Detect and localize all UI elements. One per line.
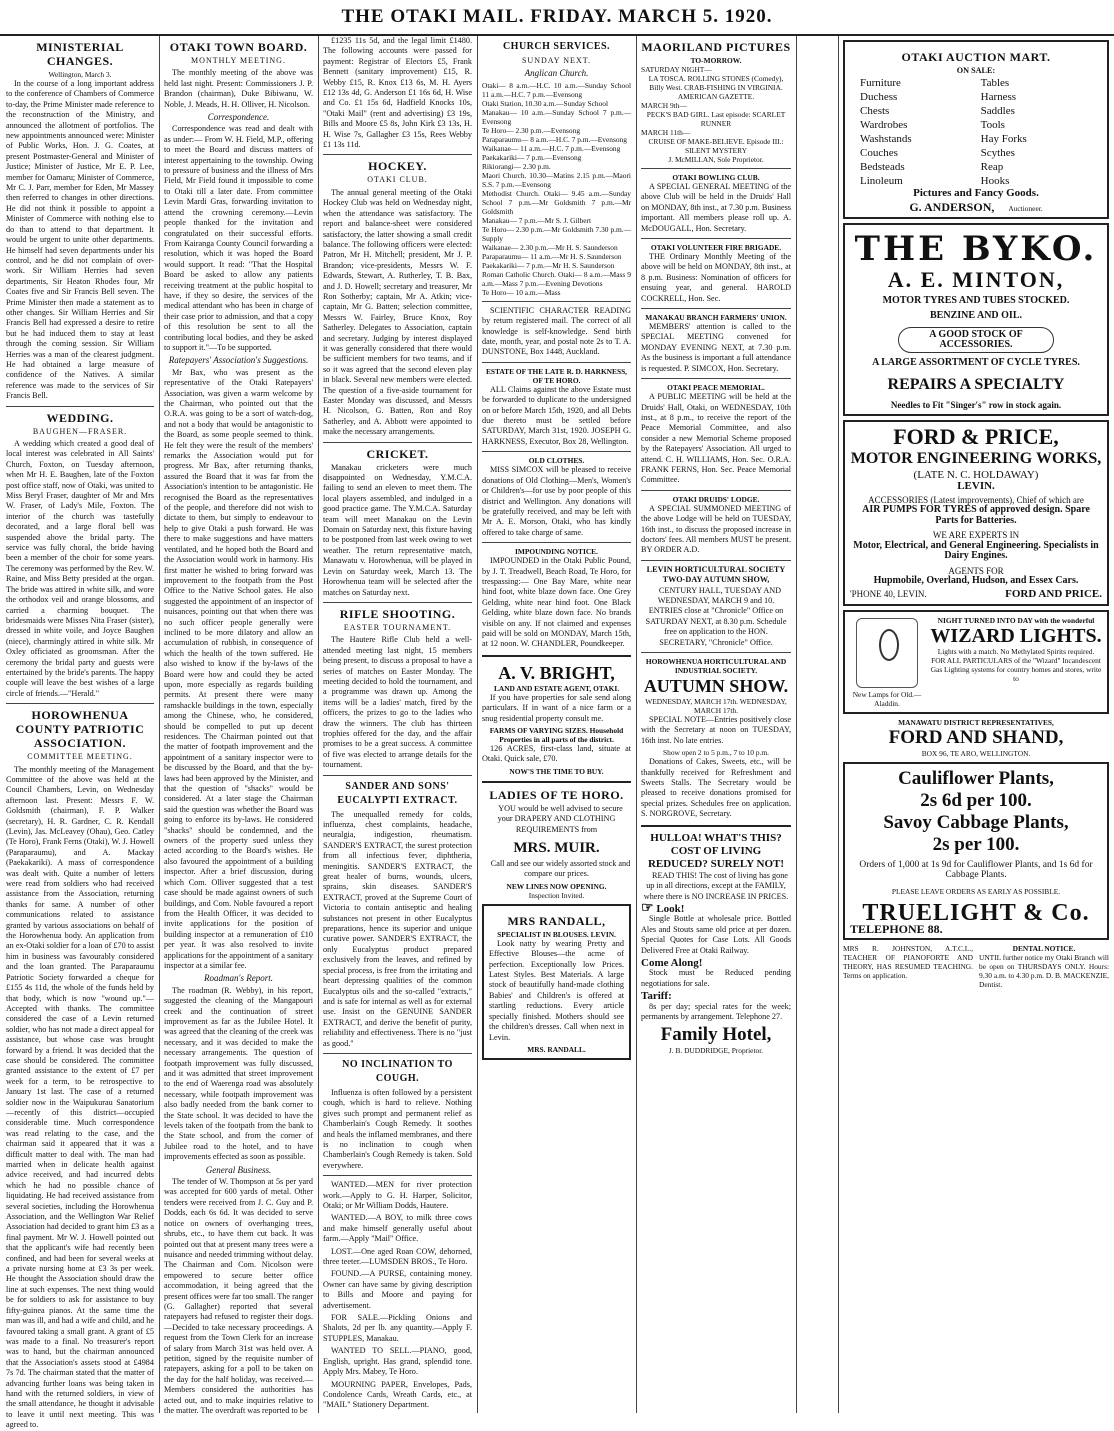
article-heading: RIFLE SHOOTING.	[339, 606, 456, 621]
article-body: A wedding which created a good deal of local interest was celebrated in All Saints' Church, Foxton, on Tuesday afternoon, when Mr H. E. Baughen, late of the Foxton post office staff, now of Otaki, was united to Miss Beryl Fraser, daughter of Mr and Mrs W. Fraser, of Lady's Mile, Foxton. The interior of the church was tastefully decorated, and a large floral bell was suspended above the bridal party. The service was fully choral, the bride having been a member of the choir for some years. The ceremony was performed by the Rev. W. Raine, and Miss Betty presided at the organ. The bride was attired in white silk, and wore the orthodox veil and orange blossoms, and carried a charming bouquet. The bridesmaids were Misses Nita Fraser (sister), dressed in white voile, and Joyce Baughen (niece), charmingly attired in white silk. Mr Oxley officiated as groomsman. After the ceremony the bridal party and guests were entertained by the bride's parents. The happy couple will leave the best wishes of a large circle of friends.—"Herald."	[6, 439, 154, 698]
advertiser-name: A. V. BRIGHT,	[498, 662, 615, 683]
ad-body: Needles to Fit "Singer's" row in stock again.	[890, 399, 1062, 410]
ad-body: PLEASE LEAVE ORDERS AS EARLY AS POSSIBLE.	[891, 886, 1061, 896]
article-body: Mr Bax, who was present as the representative of the Otaki Ratepayers' Association, was given a warm welcome by the Chairman, who pointed out that the O.R.A. was going to be a sort of watch-dog, and not a body that would be antagonistic to the Board, as some people seemed to think. He felt they were the result of the members' remarks the Association would put for progress. Mr Bax, after returning thanks, assured the Board that it was far from the Association's intention to be antagonistic. He recognised the Board as the representatives of the people, and therefore did not wish to dictate to them, but simply to endeavour to help to give Otaki a push forward. He was there to make suggestions and have matters ventilated, and he hoped both the Board and the Association would work in harmony. His first matter he wished to bring forward was improvement to the footpath from the Post Office to the Native School gates. He also suggested the appointment of an inspector of nuisances, pointing out that when there was no such officer people generally were inclined to be more dilatory and allow an accumulation of rubbish, in consequence of which the health of the town suffered. He also wished to know if the by-laws of the Board were how and could they be acted upon, more especially as regards building permits. At present there were many ramshackle buildings in the town, especially among the Chinese, who, he considered, should be compelled to put up decent residences. The Chairman pointed out that the matter of footpath improvement and the appointment of a sanitary inspector were to be discussed by the Board, and that the by-laws had been approved by the Minister, and that the question of "shacks" would be considered. At a later stage the Chairman said the question was whether the Board was going to enforce its by-laws. He considered "shacks" should be condemned, and the owners of the property sued unless they acted according to the Board's wishes. He also favoured the appointment of a building inspector. After a brief discussion, during which Com. Olliver suggested that a test case should be made against owners of such buildings, and Com. Noble favoured a report from the Health Officer, it was decided to invite applications for the position of building inspector at a remuneration of £10 per year. It was also resolved to invite applications for the appointment of a sanitary inspector at a similar fee.	[164, 367, 313, 970]
ad-signature	[850, 199, 1102, 214]
ad-headline	[641, 900, 791, 916]
column-rule	[636, 36, 637, 1413]
newspaper-title: THE OTAKI MAIL. FRIDAY. MARCH 5. 1920.	[341, 6, 773, 27]
column-rule	[477, 36, 478, 1413]
advertiser-name: FORD & PRICE,	[893, 424, 1059, 450]
service-entry: Manakau— 7 p.m.—Mr S. J. Gilbert	[482, 215, 592, 225]
programme: PECK'S BAD GIRL. Last episode: SCARLET RUNNER	[646, 110, 786, 128]
section-heading: Correspondence.	[207, 112, 270, 123]
sale-item: Tables	[980, 77, 1010, 90]
ad-body: NEW LINES NOW OPENING.	[506, 881, 607, 891]
article-subheading: COMMITTEE MEETING.	[27, 752, 133, 762]
section-heading: Ratepayers' Association's Suggestions.	[168, 355, 309, 366]
service-entry: Otaki Station, 10.30 a.m.—Sunday School	[482, 98, 609, 108]
sale-item: Wardrobes	[860, 119, 908, 132]
service-entry: Otaki— 8 a.m.—H.C. 10 a.m.—Sunday School 11 a.m.—H.C. 7 p.m.—Evensong	[482, 80, 631, 99]
advertiser-title: Auctioneer.	[1008, 203, 1043, 213]
sale-item: Duchess Chests	[860, 91, 898, 118]
notice-heading: OLD CLOTHES.	[528, 456, 585, 466]
notice-heading: HOROWHENUA HORTICULTURAL AND INDUSTRIAL SOCIETY.	[645, 657, 787, 676]
ad-body: LEVIN.	[957, 479, 995, 492]
ad-headline: Come Along!	[641, 956, 703, 969]
notice-body: A SPECIAL GENERAL MEETING of the above Club will be held in the Druids' Hall on MONDAY, 8th inst., at 7.30 p.m. Business important. All members please roll up. A. McDOUGALL, Hon. Secretary.	[641, 182, 791, 233]
column-2	[164, 36, 313, 1413]
service-entry: Paraparaumu— 8 a.m.—H.C. 7 p.m.—Evensong	[482, 134, 627, 144]
article-body: The annual general meeting of the Otaki Hockey Club was held on Wednesday night, when the attendance was satisfactory. The report and balance-sheet were considered satisfactory, the latter showing a small credit balance. The following officers were elected: Patron, Mr H. Mitchell; president, Mr J. P. Brandon; vice-presidents, Messrs W. F. Edwards, Stewart, A. Rutherley, T. B. Bax, and J. D. Howell; secretary and treasurer, Mr Ron Sotherby; captain, Mr A. Atkin; vice-captain, Mr G. Batten; selection committee, Messrs W. Fairley, Bruce Knox, Roy Satherley. Delegates to Association, captain and secretary. Judging by interest displayed it was generally considered that there would be sufficient members for two teams, and if so it was agreed that the second eleven play in black. Several new members were elected. The question of a five-aside tournament for Easter Monday was discussed, and Messrs H. Nicolson, G. Batten, Ron and Roy Satherley, and A. Abbott were appointed to make the necessary arrangements.	[323, 187, 472, 437]
sale-items-left	[860, 76, 971, 188]
advertiser-name: A. E. MINTON,	[887, 266, 1065, 292]
service-entry: Methodist Church. Otaki— 9.45 a.m.—Sunday School 7 p.m.—Mr Goldsmith 7 p.m.—Mr Goldsmith	[482, 188, 631, 216]
ad-heading: LADIES OF TE HORO.	[489, 787, 624, 802]
advertiser-name: TRUELIGHT & Co.	[862, 899, 1090, 926]
column-7	[843, 36, 1109, 1413]
notice-body: Show open 2 to 5 p.m., 7 to 10 p.m.	[663, 748, 769, 758]
sale-item: Furniture	[860, 77, 901, 90]
service-entry: Paekakariki— 7 p.m.—Evensong	[482, 152, 582, 162]
notice-body: MISS SIMCOX will be pleased to receive donations of Old Clothing—Men's, Women's or Children's—for use by poor people of this district and Wellington. Any donations will be gratefully received, and may be left with Mr A. E. Morson, Otaki, who has kindly offered to take charge of same.	[482, 465, 631, 537]
sale-item: Reap Hooks	[980, 161, 1010, 188]
classified-ad: WANTED.—A BOY, to milk three cows and make himself generally useful about farm.—Apply "Mail" Office.	[323, 1213, 472, 1244]
section-heading: Roadman's Report.	[204, 973, 273, 984]
wizard-illustration	[850, 616, 924, 708]
column-rule	[796, 36, 797, 1413]
ad-body: AGENTS FOR	[948, 565, 1004, 576]
classified-ad: SCIENTIFIC CHARACTER READING by return registered mail. The correct of all knowledge is self-knowledge. Send birth date, month, year, and postal note 2s to T. A. DUNSTONE, Box 1448, Auckland.	[482, 305, 631, 357]
column-rule	[159, 36, 160, 1413]
sale-item: Saddles	[980, 105, 1015, 118]
masthead	[0, 0, 1114, 36]
ad-subheading: TO-MORROW.	[690, 56, 742, 65]
section-heading: Anglican Church.	[524, 68, 589, 79]
ad-body: FARMS OF VARYING SIZES. Household Properties in all parts of the district.	[489, 726, 624, 744]
service-entry: Te Horo— 2.30 p.m.—Evensong	[482, 125, 581, 135]
article-body: The roadman (R. Webby), in his report, suggested the cleaning of the Mangapouri creek and the continuation of street improvement as far as the Jubilee Hotel. It was agreed that the cleaning of the creek was necessary, and it was decided to make the necessary arrangements. The question of footpath improvement was fully discussed, and it was admitted that street improvement to the end of Waerenga road was absolutely necessary, while footpath improvement was also badly needed from the bank corner to the State school. It was decided to have the levels taken of the footpath from the bank to the State school, and from the corner of Jubilee road to the hotel, and to have improvements effected as soon as possible.	[164, 985, 313, 1162]
notice-body: IMPOUNDED in the Otaki Public Pound, by J. T. Treadwell, Beach Road, Te Horo, for trespassing:— One Bay Mare, white near hind foot, white blaze down face. One Grey Gelding, white near hind foot. One Black Gelding, white blaze down face. No brands visible on any. If not claimed and expenses paid will be sold on MONDAY, March 15th, at 12 noon. W. CHANDLER, Poundkeeper.	[482, 556, 631, 649]
advertiser-subtitle: MOTOR ENGINEERING WORKS,	[850, 450, 1102, 468]
advertiser-subtitle: LAND AND ESTATE AGENT, OTAKI.	[493, 683, 620, 693]
column-3	[323, 36, 472, 1413]
sale-items	[850, 76, 1102, 188]
service-entry: Maori Church. 10.30—Matins 2.15 p.m.—Maori S.S. 7 p.m.—Evensong	[482, 170, 631, 189]
article-subheading: OTAKI CLUB.	[367, 175, 428, 185]
article-subheading: MONTHLY MEETING.	[191, 56, 286, 65]
ad-body: Stock must be Reduced pending negotiations for sale.	[641, 968, 791, 988]
pointing-hand-icon: ☞	[641, 900, 654, 916]
service-entry: Te Horo— 2.30 p.m.—Mr Goldsmith 7.30 p.m.—Supply	[482, 224, 631, 243]
article-heading: HOCKEY.	[368, 159, 427, 174]
article-body: The unequalled remedy for colds, influenza, chest complaints, headache, neuralgia, indigestion, rheumatism. SANDER'S EXTRACT, the surest protection from all infectious fever, diphtheria, meningitis. SANDER'S EXTRACT, the great healer of burns, wounds, ulcers, sprains, skin diseases. SANDER'S EXTRACT, proved at the Supreme Court of Victoria to contain antiseptic and healing substances not present in other Eucalyptus preparations, hence its superior and unique curative power. SANDER'S EXTRACT, the only Eucalyptus product prepared exclusively from the leaves, and refined by special process, is free from the irritating and heart depressing qualities of the common Eucalyptus oils and the so-called "extracts," and is safe for internal as well as for external use. Insist on the GENUINE SANDER EXTRACT, and derive the benefit of purity, reliability and effectiveness. There is no "just as good."	[323, 809, 472, 1048]
article-body: Manakau cricketers were much disappointed on Wednesday, Y.M.C.A. failing to send an eleven to meet them. The local players assembled, and indulged in a good practice game. The Y.M.C.A. Saturday team will meet Manakau on the Levin Domain on Saturday next, this fixture having to be postponed from last week owing to wet weather. The return representative match, Manawatu v. Horowhenua, will be played in Levin on Saturday week, March 13. The Horowhenua team will be selected after the matches on Saturday next.	[323, 462, 472, 597]
ad-headline: Cauliflower Plants,	[898, 767, 1054, 789]
notice-body: THE Ordinary Monthly Meeting of the above will be held on MONDAY, 8th inst., at 8 p.m. Business: Nomination of officers for ensuing year, and general. HAROLD COCKRELL, Hon. Sec.	[641, 252, 791, 303]
programme: CRUISE OF MAKE-BELIEVE. Episode III.: SILENT MYSTERY	[648, 137, 784, 155]
ad-body: FOR ALL PARTICULARS of the "Wizard" Incandescent Gas Lighting systems for country homes and stores, write to	[930, 655, 1102, 683]
service-entry: Manakau— 10 a.m.—Sunday School 7 p.m.—Evensong	[482, 107, 631, 126]
notice-body: ALL Claims against the above Estate must be forwarded to duplicate to the undersigned on or before March 15th, 1920, and all Debts due thereto must be settled before SATURDAY, March 31st, 1920. JOSEPH G. HARKNESS, Executor, Box 28, Wellington.	[482, 384, 631, 446]
ad-body: Orders of 1,000 at 1s 9d for Cauliflower Plants, and 1s 6d for Cabbage Plants.	[859, 859, 1093, 881]
column-4	[482, 36, 631, 1413]
ad-caption: New Lamps for Old.—Aladdin.	[852, 689, 922, 708]
article-body: The monthly meeting of the above was held last night. Present: Commissioners J. P. Brandon (chairman), Duke Bibiwanu, W. Noble, J. Meads, H. H. Olliver, H. Nicolson.	[164, 68, 313, 109]
ad-body: MARCH 11th—	[641, 128, 691, 137]
article-heading: WEDDING.	[46, 410, 114, 425]
sale-items-right	[981, 76, 1092, 188]
service-entry: Te Horo— 10 a.m.—Mass	[482, 287, 561, 297]
ad-headline: AUTUMN SHOW.	[643, 676, 789, 697]
ad-signature: FORD AND PRICE.	[1005, 588, 1102, 601]
ad-body: YOU would be well advised to secure your DRAPERY AND CLOTHING REQUIREMENTS from	[497, 803, 623, 834]
ad-body: SATURDAY NIGHT—	[641, 65, 712, 74]
ad-headline-text: Look!	[656, 902, 685, 915]
notice-body: SPECIAL NOTE—Entries positively close with the Secretary at noon on TUESDAY, 16th inst. No late entries.	[641, 715, 791, 745]
sale-item: Hay Forks	[980, 133, 1027, 146]
ad-body: ACCESSORIES (Latest improvements), Chief of which are	[868, 495, 1084, 506]
article-heading: NO INCLINATION TO COUGH.	[342, 1058, 453, 1084]
service-entry: Roman Catholic Church. Otaki— 8 a.m.—Mass 9 a.m.—Mass 7 p.m.—Evening Devotions	[482, 269, 631, 288]
notice-body: A SPECIAL SUMMONED MEETING of the above Lodge will be held on TUESDAY, 16th inst., to discuss the proposed increase in doctors' fees. All members MUST be present. BY ORDER A.D.	[641, 503, 791, 555]
article-heading: OTAKI TOWN BOARD.	[169, 40, 308, 54]
phone: 'PHONE 40, LEVIN.	[850, 589, 927, 600]
advertiser-name: MRS RANDALL,	[507, 913, 606, 928]
ad-footer	[850, 589, 1102, 599]
article-body: Influenza is often followed by a persistent cough, which is hard to relieve. Nothing gives such prompt and permanent relief as Chamberlain's Cough Remedy. It soothes and heals the inflamed membranes, and there is no inclination to cough when Chamberlain's Cough Remedy is taken. Sold everywhere.	[323, 1087, 472, 1170]
ad-heading: OTAKI AUCTION MART.	[901, 50, 1051, 64]
ad-headline: Tariff:	[641, 990, 672, 1003]
article-subheading: SUNDAY NEXT.	[521, 56, 592, 65]
article-heading: CHURCH SERVICES.	[502, 41, 611, 52]
service-entry: Waikanae— 2.30 p.m.—Mr H. S. Saunderson	[482, 242, 618, 252]
service-list	[482, 81, 631, 297]
sale-item: Harness	[980, 91, 1017, 104]
ad-signature: J. McMILLAN, Sole Proprietor.	[668, 155, 764, 164]
article-heading: HOROWHENUA COUNTY PATRIOTIC ASSOCIATION.	[15, 708, 145, 751]
ad-headline: Savoy Cabbage Plants,	[883, 811, 1069, 833]
ad-tagline: NOW'S THE TIME TO BUY.	[509, 766, 604, 776]
article-body: In the course of a long important address to the conference of Chambers of Commerce to-day, the Prime Minister made reference to the reconstruction of the Ministry, and announced the allotment of portfolios. The new appointments announced were: Minister of Public Works, Hon. J. G. Coates, at present Postmaster-General and Minister of Justice; Minister of Justice, Mr E. P. Lee, member for Oamaru; Minister of Commerce, Mr C. J. Parr, member for Eden, Mr Massey then referred to changes in other directions. He did not think it possible to appoint a Minister of Commerce with nothing else to do than to attend to that department. It would be urgent to unite other departments. He himself had seven departments under his control, and he did not complain of over-work. Sir William Herries had seven departments, Sir Heaton Rhodes four, Mr Coates five and Sir Francis Bell seven. The Prime Minister then made a statement as to other changes. Sir William Herries and Sir Francis Bell had expressed a desire to retire but he had induced them to stay at least through the coming session. Sir William Herries was a man of the clearest judgment. He had obtained a large measure of confidence of the Natives. A similar reference was made to the services of Sir Francis Bell.	[6, 79, 154, 401]
advertiser-name: MRS. MUIR.	[513, 840, 600, 857]
notice-heading: MANAKAU BRANCH FARMERS' UNION.	[645, 313, 787, 323]
advertiser-name: Family Hotel,	[660, 1024, 772, 1046]
wizard-ad	[843, 610, 1109, 714]
article-body: The tender of W. Thompson at 5s per yard was accepted for 600 yards of metal. Other tenders were received from J. C. Guy and P. Dodds, each 6s 6d. It was decided to serve notice on owners of overhanging trees, shrubs, etc., to have them cut back. It was pointed out that at present many trees were a nuisance and needed trimming without delay. The Chairman and Com. Nicolson were empowered to secure better office accommodation, it being agreed that the present offices were far too small. The ranger (G. Gallagher) reported that several ratepayers had refused to register their dogs.—Decided to take necessary proceedings. A request from the Town Clerk for an increase of salary from March 31st was held over. A petition, signed by the requisite number of ratepayers, asking for a poll to be taken on the day for the half holiday, was received.—Members considered the authorities has acted out, and to make inquiries relative to the matter. The overdraft was reported to be	[164, 1177, 313, 1415]
advertiser-name: G. ANDERSON,	[909, 199, 995, 214]
advertiser-subtitle: SPECIALIST IN BLOUSES. LEVIN.	[497, 929, 616, 939]
column-5	[641, 36, 791, 1413]
ad-body: BOX 96, TE ARO, WELLINGTON.	[921, 748, 1031, 758]
sale-item: Linoleum	[860, 175, 903, 188]
ad-subheading: ON SALE:	[956, 66, 996, 75]
article-body: Correspondence was read and dealt with as under:— From W. H. Field, M.P., offering to meet the Board and discuss matters of interest appertaining to the township. Owing to pressure of business and the illness of Mrs Field, Mr Field found it impossible to come to Otaki till a later date. From committee Levin Mardi Gras, forwarding invitation to attend the crowning ceremony.—Levin people thanked for the invitation and congratulated on their successful efforts. From Kairanga County Council forwarding a resolution, which it was hoped the Board would support. It read: "That the Hospital Board be asked to allow any patients receiving treatment at the public hospital to have, if they so desire, the services of the medical attendant who has been in charge of their case prior to admission, and that a copy of this resolution be sent to all the contributing local bodies, and they be asked to support it."—To be supported.	[164, 124, 313, 352]
article-heading: MINISTERIAL CHANGES.	[36, 40, 124, 68]
notice-heading: OTAKI PEACE MEMORIAL.	[667, 383, 765, 393]
notice-heading: IMPOUNDING NOTICE.	[515, 547, 598, 557]
ad-body: (LATE N. C. HOLDAWAY)	[913, 469, 1039, 482]
service-entry: Rikiorangi— 2.30 p.m.	[482, 161, 551, 171]
ad-body: Single Bottle at wholesale price. Bottled Ales and Stouts same old price at per dozen. Special Quotes for Case Lots. All Goods Delivered Free at Otaki Railway.	[641, 914, 791, 955]
classified-ad: WANTED.—MEN for river protection work.—Apply to G. H. Harper, Solicitor, Otaki; or Mr William Dodds, Hautere.	[323, 1180, 472, 1210]
ad-signature: J. B. DUDDRIDGE, Proprietor.	[668, 1046, 764, 1056]
sale-item: Washstands	[860, 133, 912, 146]
dateline: Wellington, March 3.	[48, 70, 112, 79]
sale-item: Couches	[860, 147, 898, 160]
ad-body: 8s per day; special rates for the week; permanents by arrangement. Telephone 27.	[641, 1001, 791, 1021]
classified-ad: MOURNING PAPER, Envelopes, Pads, Condolence Cards, Wreath Cards, etc., at "MAIL" Stationery Department.	[323, 1379, 472, 1410]
notice-heading: OTAKI VOLUNTEER FIRE BRIGADE.	[650, 243, 782, 253]
article-heading: CRICKET.	[366, 446, 429, 461]
ad-body: Call and see our widely assorted stock and compare our prices.	[490, 859, 631, 879]
phone: TELEPHONE 88.	[850, 921, 943, 936]
ad-body: BENZINE AND OIL.	[930, 310, 1022, 322]
programme: LA TOSCA. ROLLING STONES (Comedy), Billy West. CRAB-FISHING IN VIRGINIA. AMERICAN GAZETTE.	[648, 74, 784, 101]
notice-heading: OTAKI DRUIDS' LODGE.	[672, 494, 760, 504]
classified-ad: MRS R. JOHNSTON, A.T.C.L., TEACHER OF PIANOFORTE AND THEORY, HAS RESUMED TEACHING. Terms on application.	[843, 943, 973, 980]
ad-body: NIGHT TURNED INTO DAY with the wonderful	[937, 615, 1095, 625]
notice-heading: DENTAL NOTICE.	[1012, 943, 1076, 953]
ad-headline: HULLOA! WHAT'S THIS? COST OF LIVING REDUCED? SURELY NOT!	[647, 831, 785, 870]
notice-body: Donations of Cakes, Sweets, etc., will be thankfully received for Refreshment and Sweets Stalls. The Secretary would be pleased to receive donations promised for special prizes. Schedules free on application. S. NORGROVE, Secretary.	[641, 757, 791, 819]
ad-body: If you have properties for sale send along particulars. If in want of a nice farm or a snug residential property consult me.	[482, 692, 631, 723]
ad-signature: MRS. RANDALL.	[527, 1044, 586, 1054]
ad-body: Pictures and Fancy Goods.	[913, 187, 1039, 200]
sale-item: Scythes	[980, 147, 1015, 160]
article-body: £1235 11s 5d, and the legal limit £1480. The following accounts were passed for payment: Registrar of Electors £5, Frank Bennett (sanitary improvement) £15, R. Webby £15, R. Knox £13 6s, M. H. Ayers £12 13s 4d, G. Anderson £1 16s 6d, H. Wise and Co. £1 15s 6d, Hadfield Knocks 10s, "Otaki Mail" (rent and advertising) £3 19s, Bills and Moore £5 8s, John Kirk £3 13s, H. H. Wise 7s, Gallagher £3 15s, Rees Webby £1 13s 11d.	[323, 36, 472, 150]
ad-heading: MAORILAND PICTURES	[641, 40, 791, 54]
byko-title: THE BYKO.	[854, 228, 1098, 269]
section-heading: General Business.	[205, 1164, 272, 1175]
sale-item: Bedsteads	[860, 161, 905, 174]
notice-body: CENTURY HALL, TUESDAY AND WEDNESDAY, MARCH 9 and 10. ENTRIES close at "Chronicle" Office on SATURDAY NEXT, at 8.30 p.m. Schedule free on application to the HON. SECRETARY, "Chronicle" Office.	[645, 585, 787, 647]
notice-heading: LEVIN HORTICULTURAL SOCIETY TWO-DAY AUTUMN SHOW,	[646, 564, 786, 585]
ad-headline: 2s 6d per 100.	[920, 789, 1032, 811]
classified-ad: LOST.—One aged Roan COW, dehorned, three teeter.—LUMSDEN BROS., Te Horo.	[323, 1246, 472, 1267]
ad-body: MOTOR TYRES AND TUBES STOCKED.	[882, 294, 1070, 306]
ad-body: MARCH 9th—	[641, 101, 687, 110]
ad-body: Lights with a match. No Methylated Spirits required.	[937, 646, 1095, 656]
service-entry: Waikanae— 11 a.m.—H.C. 7 p.m.—Evensong	[482, 143, 621, 153]
classified-ad: FOR SALE.—Pickling Onions and Shalots, 2d per lb. any quantity.—Apply F. STUPPLES, Manakau.	[323, 1313, 472, 1343]
article-subheading: BAUGHEN—FRASER.	[32, 426, 128, 436]
notice-body: MEMBERS' attention is called to the SPECIAL MEETING convened for MONDAY EVENING NEXT, at 7.30 p.m. As the business is important a full attendance is requested. P. SIMCOX, Hon. Secretary.	[641, 322, 791, 373]
column-rule	[318, 36, 319, 1413]
ad-body: Inspection Invited.	[528, 890, 585, 900]
sale-item: Tools	[980, 119, 1005, 132]
service-entry: Paekakariki— 7 p.m.—Mr H. S. Saunderson	[482, 260, 615, 270]
ad-body: AIR PUMPS FOR TYRES of approved design. Spare Parts for Batteries.	[862, 504, 1090, 526]
ad-body: MANAWATU DISTRICT REPRESENTATIVES,	[898, 717, 1054, 727]
notice-heading: ESTATE OF THE LATE R. D. HARKNESS, OF TE HORO.	[485, 366, 628, 385]
notice-body: A PUBLIC MEETING will be held at the Druids' Hall, Otaki, on WEDNESDAY, 10th inst., at 8 p.m., to receive the report of the Peace Memorial Committee, and also consider a new Memorial Scheme proposed by the Ratepayers' Association. All urged to attend. C. H. WILLIAMS, Hon. Sec. O.R.A. FRANK FERNS, Hon. Sec. Peace Memorial Committee.	[641, 392, 791, 485]
notice-body: WEDNESDAY, MARCH 17th. WEDNESDAY, MARCH 17th.	[645, 697, 787, 716]
article-heading: SANDER AND SONS' EUCALYPTI EXTRACT.	[337, 780, 458, 806]
ad-body: A LARGE ASSORTMENT OF CYCLE TYRES.	[872, 357, 1080, 369]
ad-body: READ THIS! The cost of living has gone up in all directions, except at the FAMILY, where there is NO INCREASE IN PRICES.	[643, 870, 789, 901]
article-body: The Hautere Rifle Club held a well-attended meeting last night, 15 members being present, to discuss a proposal to have a series of matches on Easter Monday. The meeting decided to hold the tournament, and a programme was drawn up. Among the items will be a ladies' match, fired by the officers, the prizes to go to the ladies who draw the winners. The club has thirteen trophies offered for the day, and the affair promises to be a great success. A committee of five was elected to arrange details for the tournament.	[323, 635, 472, 770]
column-rule	[838, 36, 839, 1413]
ad-body: Motor, Electrical, and General Engineering. Specialists in Dairy Engines.	[853, 539, 1099, 562]
ad-headline: WIZARD LIGHTS.	[930, 624, 1102, 647]
lamp-icon	[856, 618, 918, 688]
ad-body: A GOOD STOCK OF ACCESSORIES.	[898, 327, 1054, 354]
ad-body: Look natty by wearing Pretty and Effective Blouses—the acme of perfection. Exceptionally low Prices. Latest Styles. Best Materials. A large stock of beautifully hand-made clothing Babies' and Children's is offered at startling reductions. Every article specially finished. Mothers should see the children's dresses. Call when next in Levin.	[489, 938, 624, 1042]
service-entry: Paraparaumu— 11 a.m.—Mr H. S. Saunderson	[482, 251, 622, 261]
article-subheading: EASTER TOURNAMENT.	[343, 622, 452, 632]
classified-ad: FOUND.—A PURSE, containing money. Owner can have same by giving description to Bills and Moore and paying for advertisement.	[323, 1269, 472, 1310]
ad-headline: REPAIRS A SPECIALTY	[887, 375, 1065, 393]
ad-headline: 2s per 100.	[932, 833, 1020, 855]
advertiser-name: FORD AND SHAND,	[888, 726, 1064, 748]
classified-ad: WANTED TO SELL.—PIANO, good, English, upright. Has grand, splendid tone. Apply Mrs. Mabey, Te Horo.	[323, 1346, 472, 1377]
ad-body: Hupmobile, Overland, Hudson, and Essex Cars.	[873, 574, 1079, 586]
article-body: The monthly meeting of the Management Committee of the above was held at the Council Chambers, Levin, on Wednesday afternoon last. Present: Messrs F. W. Goldsmith (chairman), F. P. Walker (secretary), H. R. Gardner, C. R. Kendall (Levin), Jas. McLeavey (Ohau), Geo. Catley (Te Horo), Frank Ferns (Otaki), W. J. Howell (Paraparaumu), and A. Mackay (Paekakariki). A mass of correspondence was dealt with. Quite a number of letters were read from soldiers who had received assistance from the Association, returning thanks for same. A number of other communications related to assistance granted by various associations on behalf of the Horowhenua body. An application from an ex-Otaki soldier for a loan of £70 to assist him in business was favourably considered and the loan granted. The Paraparaumu Patriotic Society forwarded a cheque for £155 4s 11d, the whole of the funds held by that body, which is now "wound up."—Accepted with thanks. The committee considered the case of a Levin returned soldier, who has not made a direct appeal for assistance, but whose case was brought forward by a friend. It was decided that the case should be considered. The committee granted assistance to the extent of £7 per week for a term, to be retrospective to January 1st last. The case of a returned soldier now in the Waipukurau Sanatorium—recently of this district—occupied considerable time. Much correspondence was read relating to the case, and the chairman said it appeared that it was a difficult matter to deal with. The man had married when in delicate health against advice received, and had incurred debts which he had no possible chance of liquidating. He had received assistance from several societies, including the Horowhenua Association, and the Wellington War Relief Association had decided to grant him £3 as a final payment. Mr W. J. Howell pointed out that the applicant's wife had recently been confined, and had been for several weeks at a private nursing home at £3 3s per week. He thought the Association should draw the line at such expenses. The next thing would be for soldiers to ask for assistance to buy fifty-guinea pianos. At the same time the man was ill, and had a wife and child, and he favoured taking a small grant. A grant of £5 was made to a final. No treasurer's report was to hand, but the chairman announced that the Association's assets stood at £4984 7s 7d. The chairman stated that the matter of advancing further loans was being taken in hand with the returned soldiers, in view of the small attendance, he thought it advisable to leave it until next meeting. This was agreed to.	[6, 764, 154, 1430]
column-1	[6, 36, 154, 1430]
ad-body: 126 ACRES, first-class land, situate at Otaki. Quick sale, £70.	[482, 744, 631, 764]
notice-heading: OTAKI BOWLING CLUB.	[672, 173, 760, 182]
ad-body: WE ARE EXPERTS IN	[932, 530, 1020, 541]
notice-body: UNTIL further notice my Otaki Branch will be open on THURSDAYS ONLY. Hours: 9.30 a.m. to 4.30 p.m. D. B. MACKENZIE, Dentist.	[979, 952, 1109, 989]
